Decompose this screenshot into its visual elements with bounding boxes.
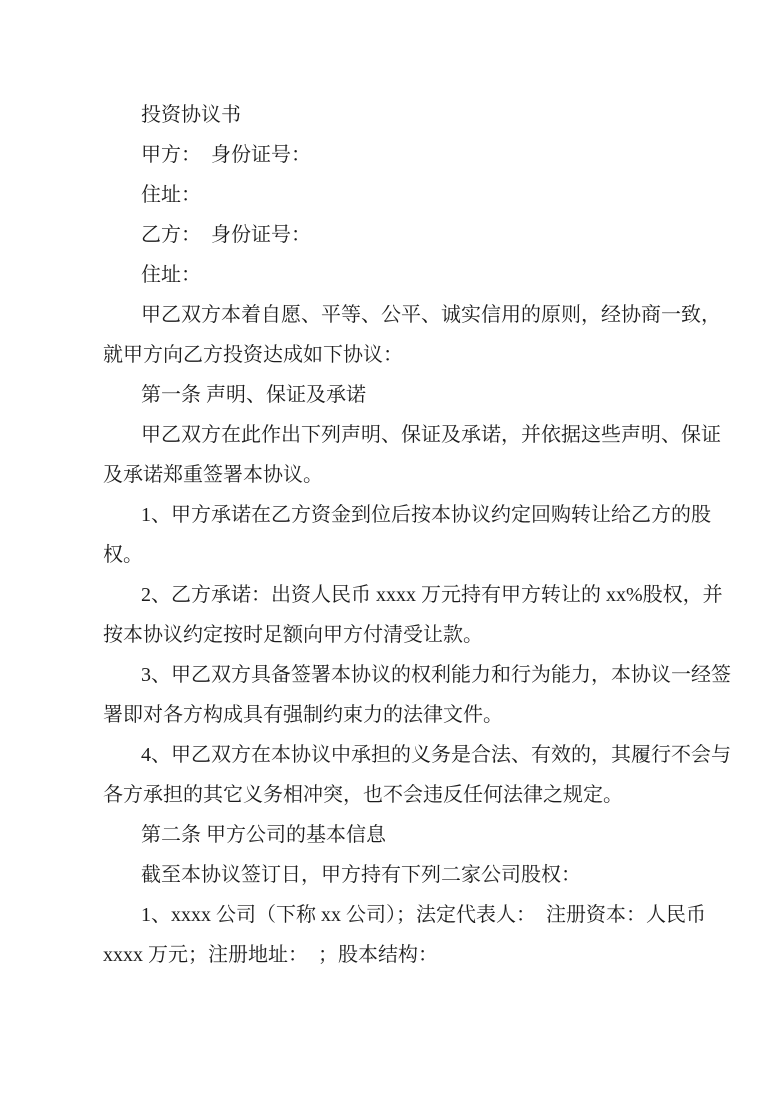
section-1-intro-line-1: 甲乙双方在此作出下列声明、保证及承诺，并依据这些声明、保证 [141,424,721,446]
clause-4-line-1: 4、甲乙双方在本协议中承担的义务是合法、有效的，其履行不会与 [141,744,731,766]
party-a-id-line: 甲方： 身份证号： [141,144,311,166]
party-a-address-line: 住址： [141,184,201,206]
company-1-info-line-1: 1、xxxx 公司（下称 xx 公司）；法定代表人： 注册资本：人民币 [141,904,706,926]
clause-1-line-2: 权。 [103,544,143,566]
clause-2-line-2: 按本协议约定按时足额向甲方付清受让款。 [103,624,483,646]
clause-4-line-2: 各方承担的其它义务相冲突，也不会违反任何法律之规定。 [103,784,623,806]
party-b-id-line: 乙方： 身份证号： [141,224,311,246]
party-b-address-line: 住址： [141,264,201,286]
preamble-line-2: 就甲方向乙方投资达成如下协议： [103,344,403,366]
document-title: 投资协议书 [141,104,241,126]
clause-3-line-2: 署即对各方构成具有强制约束力的法律文件。 [103,704,503,726]
clause-1-line-1: 1、甲方承诺在乙方资金到位后按本协议约定回购转让给乙方的股 [141,504,711,526]
section-2-intro-line: 截至本协议签订日，甲方持有下列二家公司股权： [141,864,581,886]
clause-3-line-1: 3、甲乙双方具备签署本协议的权利能力和行为能力，本协议一经签 [141,664,731,686]
section-1-heading: 第一条 声明、保证及承诺 [141,384,366,406]
section-2-heading: 第二条 甲方公司的基本信息 [141,824,386,846]
preamble-line-1: 甲乙双方本着自愿、平等、公平、诚实信用的原则，经协商一致， [141,304,721,326]
company-1-info-line-2: xxxx 万元；注册地址： ；股本结构： [103,944,438,966]
section-1-intro-line-2: 及承诺郑重签署本协议。 [103,464,323,486]
clause-2-line-1: 2、乙方承诺：出资人民币 xxxx 万元持有甲方转让的 xx%股权，并 [141,584,723,606]
